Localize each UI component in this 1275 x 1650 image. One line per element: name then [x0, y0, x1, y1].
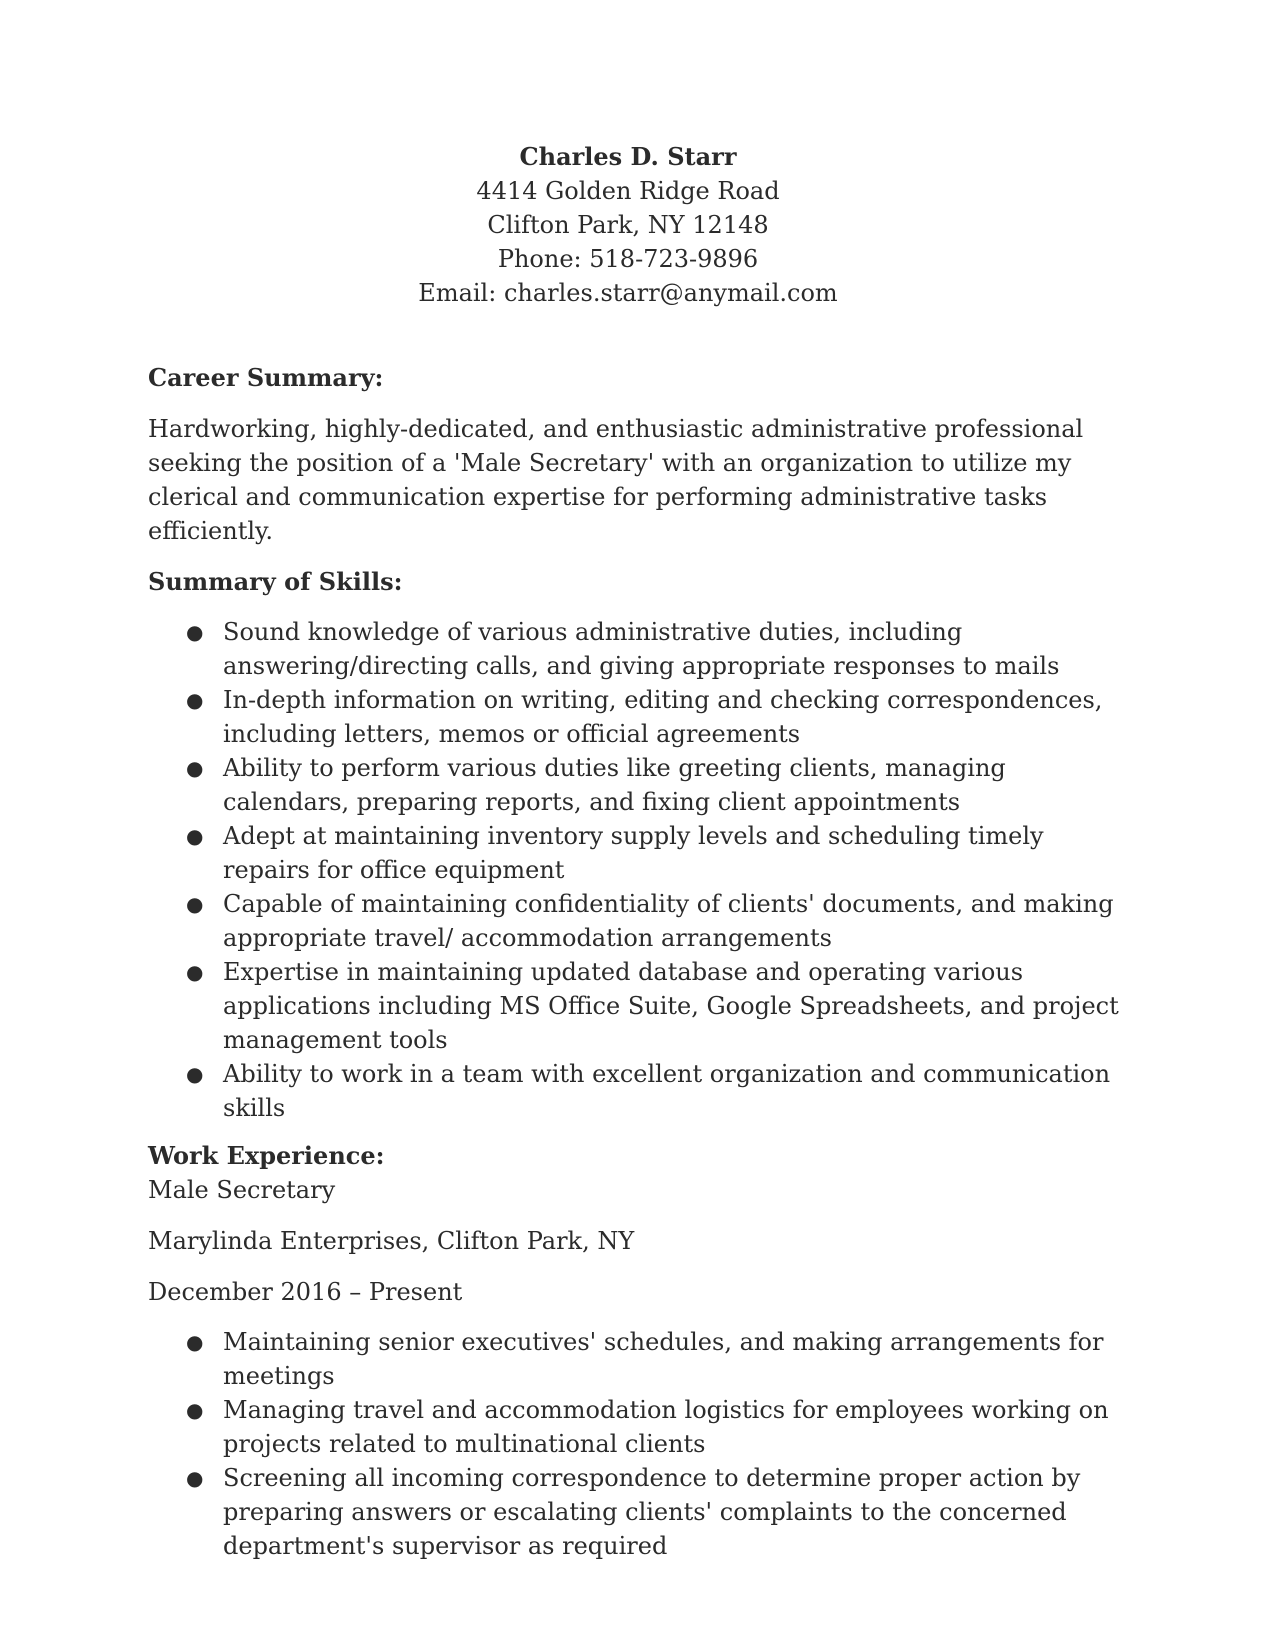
list-item: [148, 683, 1128, 751]
career-summary-text: Hardworking, highly-dedicated, and enthusiastic administrative professional seeking the position of a 'Male Secretary' with an organization to utilize my clerical and communication expertise for performing administrative tasks efficiently.: [148, 415, 1084, 545]
address-line-1: 4414 Golden Ridge Road: [476, 177, 780, 205]
skill-text: In-depth information on writing, editing and checking correspondences, including letters, memos or official agreements: [223, 686, 1103, 748]
phone-line: Phone: 518-723-9896: [497, 245, 759, 273]
job-title: Male Secretary: [148, 1176, 336, 1204]
skill-text: Ability to perform various duties like greeting clients, managing calendars, preparing reports, and fixing client appointments: [223, 754, 1006, 816]
email-line: Email: charles.starr@anymail.com: [418, 279, 838, 307]
bullet-icon: ●: [186, 1398, 204, 1422]
work-duties-list: [148, 1325, 1138, 1563]
list-item: [148, 751, 1128, 819]
work-experience-heading: Work Experience:: [148, 1141, 385, 1170]
bullet-icon: ●: [186, 620, 204, 644]
career-summary-heading: Career Summary:: [148, 363, 384, 392]
skills-list: [148, 615, 1138, 1125]
duty-text: Maintaining senior executives' schedules, and making arrangements for meetings: [223, 1328, 1104, 1390]
list-item: [148, 819, 1128, 887]
job-company: Marylinda Enterprises, Clifton Park, NY: [148, 1227, 635, 1255]
list-item: [148, 615, 1128, 683]
skill-text: Sound knowledge of various administrative duties, including answering/directing calls, and giving appropriate responses to mails: [223, 618, 1060, 680]
bullet-icon: ●: [186, 688, 204, 712]
bullet-icon: ●: [186, 756, 204, 780]
skill-text: Capable of maintaining confidentiality of clients' documents, and making appropriate travel/ accommodation arrangements: [223, 890, 1114, 952]
address-line-2: Clifton Park, NY 12148: [487, 211, 769, 239]
duty-text: Managing travel and accommodation logistics for employees working on projects related to multinational clients: [223, 1396, 1109, 1458]
list-item: [148, 1325, 1128, 1393]
list-item: [148, 955, 1128, 1057]
skills-heading: Summary of Skills:: [148, 567, 403, 596]
skill-text: Expertise in maintaining updated database and operating various applications including MS Office Suite, Google Spreadsheets, and project management tools: [223, 958, 1119, 1054]
bullet-icon: ●: [186, 1330, 204, 1354]
bullet-icon: ●: [186, 960, 204, 984]
list-item: [148, 1057, 1128, 1125]
list-item: [148, 1393, 1128, 1461]
skill-text: Ability to work in a team with excellent organization and communication skills: [223, 1060, 1111, 1122]
candidate-name: Charles D. Starr: [519, 142, 737, 171]
resume-page: [148, 140, 1138, 1563]
list-item: [148, 887, 1128, 955]
list-item: [148, 1461, 1128, 1563]
job-dates: December 2016 – Present: [148, 1278, 463, 1306]
bullet-icon: ●: [186, 892, 204, 916]
duty-text: Screening all incoming correspondence to determine proper action by preparing answers or escalating clients' complaints to the concerned department's supervisor as required: [223, 1464, 1081, 1560]
contact-header: [148, 140, 1108, 310]
bullet-icon: ●: [186, 824, 204, 848]
skill-text: Adept at maintaining inventory supply levels and scheduling timely repairs for office equipment: [223, 822, 1044, 884]
bullet-icon: ●: [186, 1466, 204, 1490]
bullet-icon: ●: [186, 1062, 204, 1086]
